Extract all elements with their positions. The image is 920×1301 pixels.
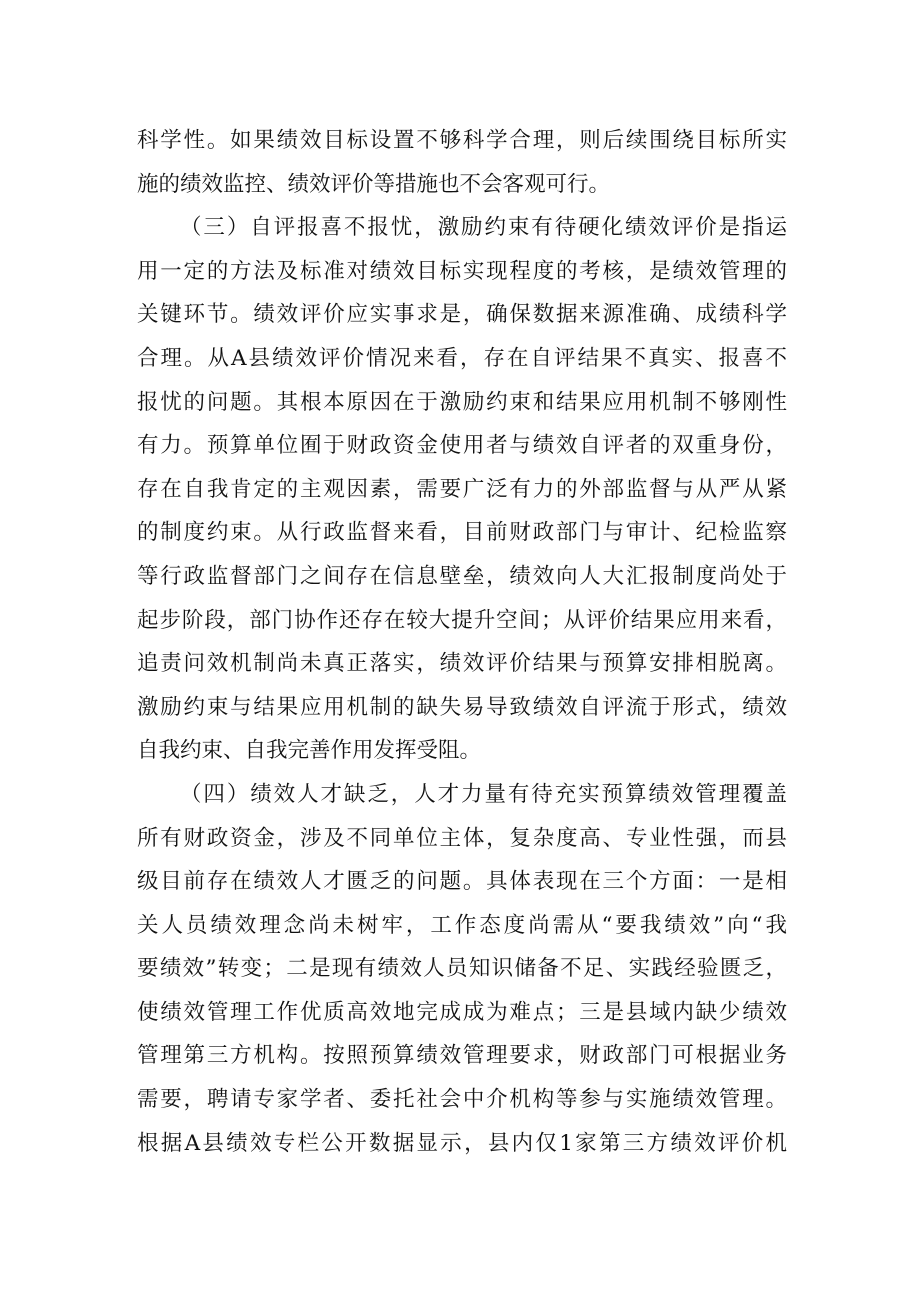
text-line: 用一定的方法及标准对绩效目标实现程度的考核，是绩效管理的 [137, 258, 787, 284]
text-line: 关人员绩效理念尚未树牢，工作态度尚需从“要我绩效”向“我 [137, 912, 787, 938]
section-heading-line: （四）绩效人才缺乏，人才力量有待充实预算绩效管理覆盖 [180, 781, 787, 807]
text-line: 科学性。如果绩效目标设置不够科学合理，则后续围绕目标所实 [137, 128, 787, 153]
text-line: 报忧的问题。其根本原因在于激励约束和结果应用机制不够刚性 [137, 389, 787, 415]
text-line: 使绩效管理工作优质高效地完成成为难点；三是县域内缺少绩效 [137, 999, 787, 1025]
section-heading-line: （三）自评报喜不报忧，激励约束有待硬化绩效评价是指运 [180, 215, 787, 241]
text-line: 等行政监督部门之间存在信息壁垒，绩效向人大汇报制度尚处于 [137, 563, 787, 589]
text-line: 所有财政资金，涉及不同单位主体，复杂度高、专业性强，而县 [137, 825, 787, 851]
body-text [137, 119, 787, 1165]
text-line: 要绩效”转变；二是现有绩效人员知识储备不足、实践经验匮乏， [137, 956, 787, 982]
paragraph-end-line: 自我约束、自我完善作用发挥受阻。 [137, 738, 482, 764]
text-line: 的制度约束。从行政监督来看，目前财政部门与审计、纪检监察 [137, 520, 787, 546]
text-line: 存在自我肯定的主观因素，需要广泛有力的外部监督与从严从紧 [137, 476, 787, 502]
text-line: 关键环节。绩效评价应实事求是，确保数据来源准确、成绩科学 [137, 302, 787, 328]
paragraph-end-line: 施的绩效监控、绩效评价等措施也不会客观可行。 [137, 171, 611, 197]
text-line: 根据A县绩效专栏公开数据显示，县内仅1家第三方绩效评价机 [137, 1130, 787, 1156]
text-line: 追责问效机制尚未真正落实，绩效评价结果与预算安排相脱离。 [137, 651, 787, 677]
text-line: 合理。从A县绩效评价情况来看，存在自评结果不真实、报喜不 [137, 345, 787, 371]
text-line: 激励约束与结果应用机制的缺失易导致绩效自评流于形式，绩效 [137, 694, 787, 720]
text-line: 有力。预算单位囿于财政资金使用者与绩效自评者的双重身份， [137, 433, 787, 459]
text-line: 级目前存在绩效人才匮乏的问题。具体表现在三个方面：一是相 [137, 869, 787, 895]
text-line: 管理第三方机构。按照预算绩效管理要求，财政部门可根据业务 [137, 1043, 787, 1069]
text-line: 起步阶段，部门协作还存在较大提升空间；从评价结果应用来看， [137, 607, 787, 633]
text-line: 需要，聘请专家学者、委托社会中介机构等参与实施绩效管理。 [137, 1087, 787, 1113]
